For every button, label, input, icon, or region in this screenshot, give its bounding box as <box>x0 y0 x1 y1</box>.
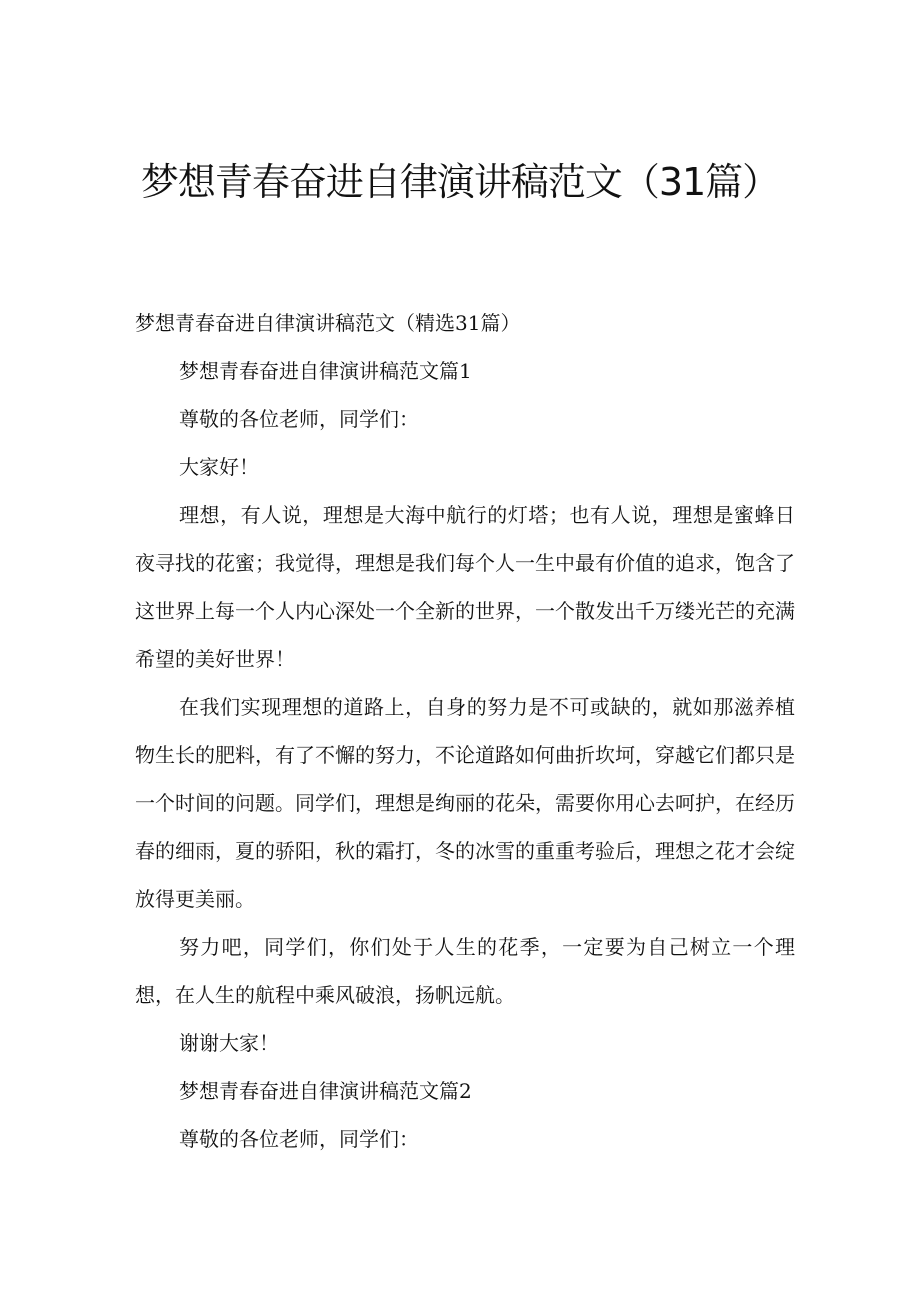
section-heading-1: 梦想青春奋进自律演讲稿范文篇1 <box>179 359 472 383</box>
closing-line: 谢谢大家！ <box>179 1031 279 1055</box>
hello-line: 大家好！ <box>179 455 259 479</box>
document-subtitle: 梦想青春奋进自律演讲稿范文（精选31篇） <box>135 311 521 335</box>
paragraph-effort: 在我们实现理想的道路上，自身的努力是不可或缺的，就如那滋养植物生长的肥料，有了不懈的努力，不论道路如何曲折坎坷，穿越它们都只是一个时间的问题。同学们，理想是绚丽的花朵，需要你用心去呵护，在经历春的细雨，夏的骄阳，秋的霜打，冬的冰雪的重重考验后，理想之花才会绽放得更美丽。 <box>135 695 795 911</box>
document-body <box>135 299 795 1163</box>
paragraph-encouragement: 努力吧，同学们，你们处于人生的花季，一定要为自己树立一个理想，在人生的航程中乘风破浪，扬帆远航。 <box>135 935 795 1007</box>
document-title: 梦想青春奋进自律演讲稿范文（31篇） <box>140 160 780 204</box>
greeting-line-2: 尊敬的各位老师，同学们： <box>179 1127 419 1151</box>
section-heading-2: 梦想青春奋进自律演讲稿范文篇2 <box>179 1079 472 1103</box>
paragraph-ideal: 理想，有人说，理想是大海中航行的灯塔；也有人说，理想是蜜蜂日夜寻找的花蜜；我觉得，理想是我们每个人一生中最有价值的追求，饱含了这世界上每一个人内心深处一个全新的世界，一个散发出千万缕光芒的充满希望的美好世界！ <box>135 503 795 671</box>
greeting-line-1: 尊敬的各位老师，同学们： <box>179 407 419 431</box>
